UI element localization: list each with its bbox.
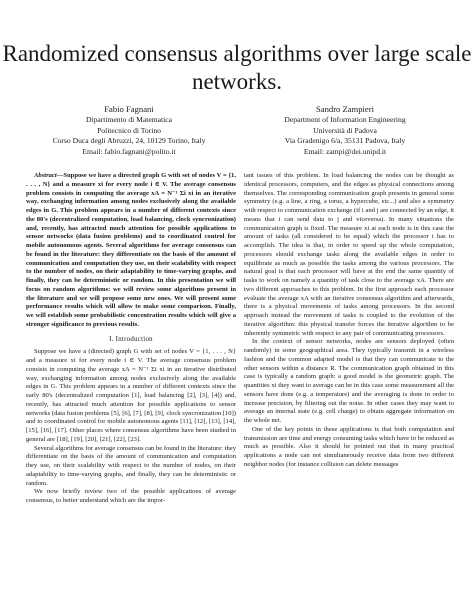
- abstract: [26, 172, 236, 330]
- paper-title: Randomized consensus algorithms over large scale networks.: [2, 41, 472, 94]
- section-heading-introduction: I. Introduction: [109, 335, 153, 343]
- author-department: Dipartimento di Matematica: [85, 115, 173, 125]
- author-email[interactable]: Email: zampi@dei.unipd.it: [303, 146, 387, 156]
- author-address: Corso Duca degli Abruzzi, 24, 10129 Torino, Italy: [52, 136, 206, 146]
- author-email[interactable]: Email: fabio.fagnani@polito.it: [82, 146, 176, 156]
- author-name: Sandro Zampieri: [316, 104, 374, 114]
- body-paragraph: In the context of sensor networks, nodes are sensors deployed (often randomly) in some geographical area. They typically transmit in a wireless fashion and the common adapted model is that they can communicate to the other sensors within a distance R. The communication graph obtained in this case is typically a random graph: a good model is the geometric graph. The quantities xi they want to average can be in this case some measurement all the sensors have done (e.g. a temperature) and the averaging is done in order to increase precision, by filtering out the noise. In other cases they may want to average an internal state (e.g. cell charge) to obtain aggregate information on the whole net.: [244, 338, 454, 424]
- abstract-text: —Suppose we have a directed graph G with set of nodes V = {1, . . . , N} and a measure xi for every node i ∈ V. The average consensus problem consists in computing the average xA = N⁻¹ Σi xi in an iterative way, exchanging information among nodes exclusively along the available edges in G. This problem appears in a number of different contexts since the 80's (decentralized computation, load balancing, clock syncronization) and, recently, has attracted much attention for possible applications to sensor networks (data fusion problems) and to coordinated control for mobile autonomous agents. Several algorithms for average consensus can be found in the literature: they differentiate on the basis of the amount of communication and computation they use, on their scalability with respect to the number of nodes, on their adaptability to time-varying graphs, and finally, they can be deterministic or random. In this presentation we will focus on random algorithms: we will review some algorithms present in the literature and we will propose some new ones. We will present some performance results which will allow to make some comparison. Finally, we will establish some probabilistic concentration results which will give a stronger significance to previous results.: [26, 172, 236, 328]
- body-paragraph: One of the key points in these applications is that both computation and transmission are time and energy consuming tasks which have to be reduced as much as possible. Also it should be pointed out that in many practical applications a node can not simultaneously receive data from two different neighbor nodes (for instance collision can delete messages: [244, 425, 454, 468]
- author-institution: Politecnico di Torino: [97, 125, 161, 135]
- abstract-label: Abstract: [34, 172, 57, 179]
- author-zampieri: [240, 104, 450, 157]
- left-column: [26, 172, 236, 506]
- body-paragraph: Suppose we have a (directed) graph G with set of nodes V = {1, . . . , N} and a measure xi for every node i ∈ V. The average consensus problem consists in computing the average xA = N⁻¹ Σi xi in an iterative distributed way, exchanging information among nodes exclusively along the available edges in G. This problem appears in a number of different contexts since the early 80's (decentralized computation [1], load balancing [2], [3], [4]) and, recently, has attracted much attention for possible applications to sensor networks (data fusion problems [5], [6], [7], [8], [9], clock syncronization [10]) and to coordinated control for mobile autonomous agents [11], [12], [13], [14], [15], [16], [17]. Other places where consensus algorithms have been studied in general are [18], [19], [20], [21], [22], [23].: [26, 348, 236, 443]
- author-name: Fabio Fagnani: [104, 104, 154, 114]
- author-department: Department of Information Engineering: [284, 115, 406, 125]
- author-institution: Università di Padova: [313, 125, 377, 135]
- author-address: Via Gradenigo 6/a, 35131 Padova, Italy: [284, 136, 406, 146]
- author-fagnani: [24, 104, 234, 157]
- right-column: [244, 172, 454, 470]
- body-paragraph: We now briefly review two of the possible applications of average consensus, to better understand which are the impor-: [26, 488, 236, 504]
- body-paragraph: Several algorithms for average consensus can be found in the literature: they differentiate on the basis of the amount of communication and computation they use, on their scalability with respect to the number of nodes, on their adaptability to time-varying graphs, and finally, they can be deterministic or random.: [26, 444, 236, 487]
- body-paragraph: tant issues of this problem. In load balancing the nodes can be thought as identical processors, computers, and the edges as physical connections among themselves. The corresponding communication graph presents in general some symmetry (e.g. a line, a ring, a torus, a hypercube, etc...) and also a symmetry with respect to communication exchange (if i and j are connected by an edge, it means that i can send data to j and viceversa). In many situations the communication graph is fixed. The measure xi at each node is in this case the amount of tasks (all considered to be equal) which the processor i has to accomplish. The idea is that, in order to speed up the whole computation, processors should exchange tasks along the available edges in order to equilibrate as much as possible the tasks among the various processors. The natural goal is that each processor will have at the end the same quantity of tasks to work on namely a quantity of task close to the average xA. There are two different approaches to this problem. In the first approach each processor evaluate the average xA with an iterative consensus algorithm and afterwards, there is a physical movements of tasks among processors. In the second approach instead the movement of tasks is coupled to the evolution of the iterative algorithm: this physical transfer forces the iterative algorithm to be inherently symmetric with respect to any pair of communicating processors.: [244, 172, 454, 337]
